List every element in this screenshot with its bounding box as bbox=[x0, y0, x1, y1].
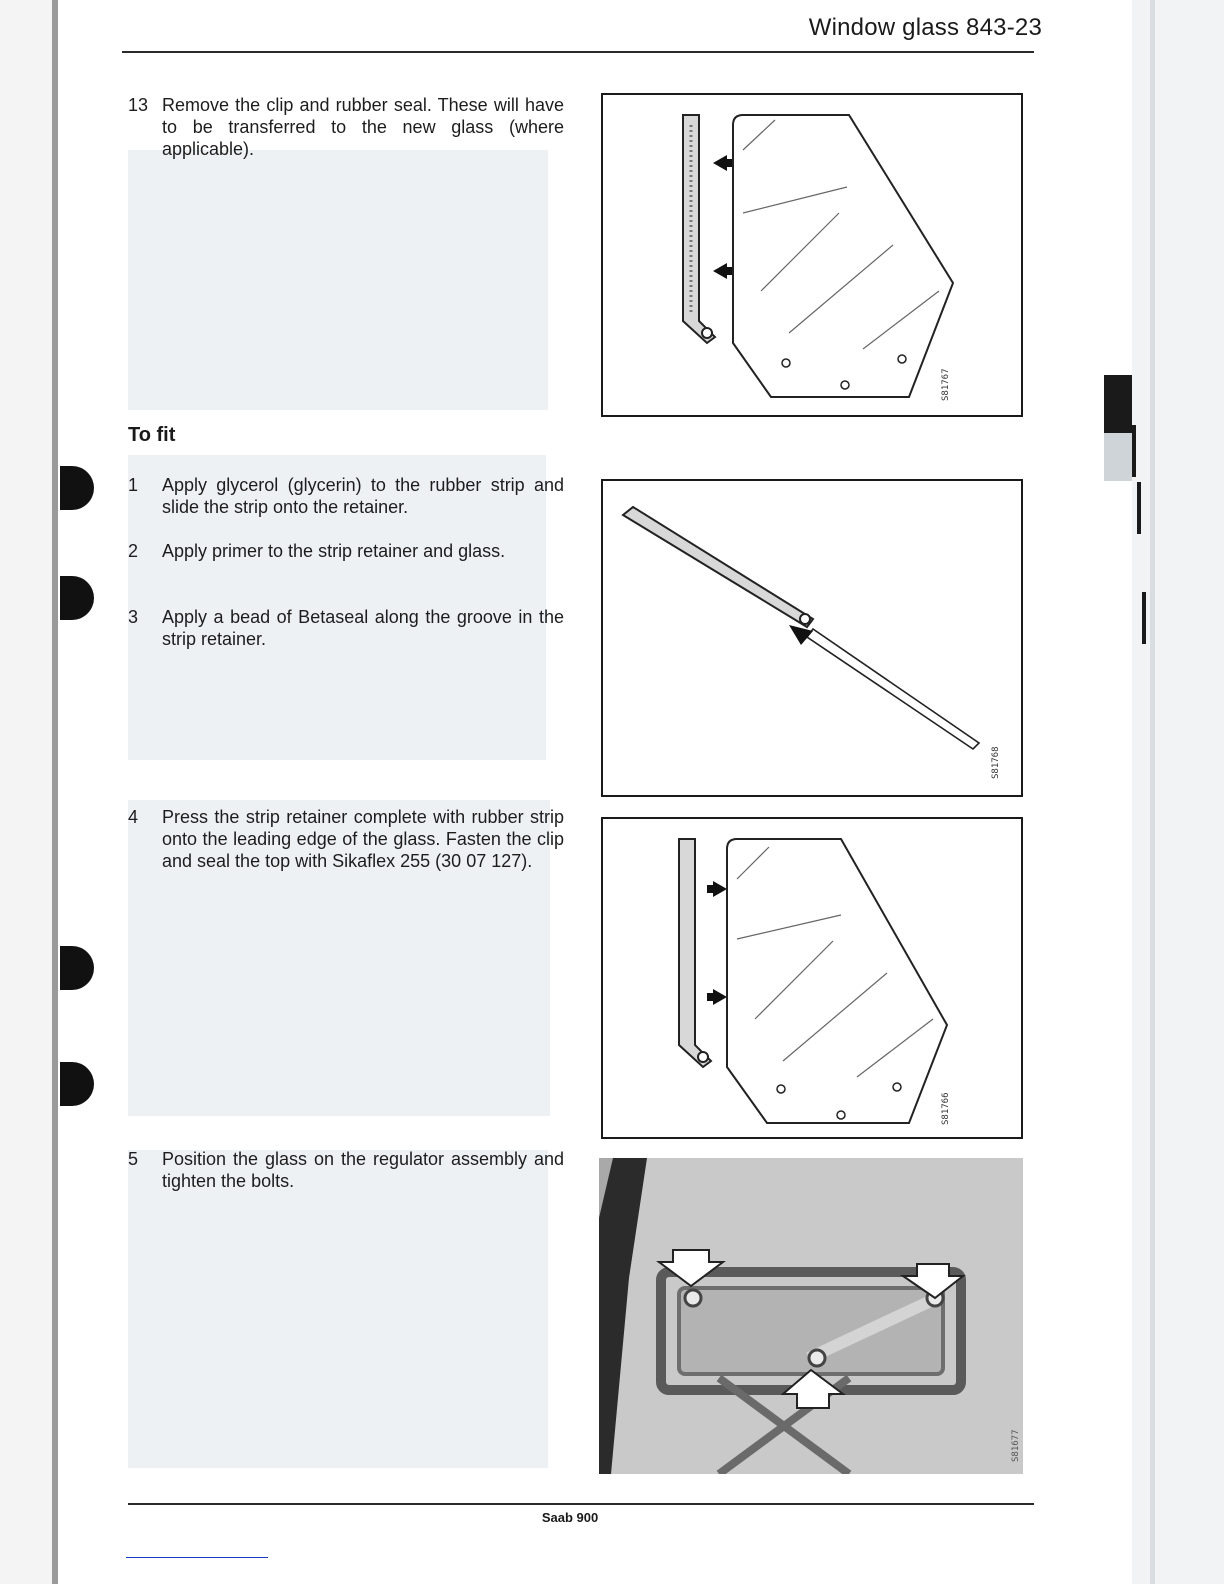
step-text: Apply primer to the strip retainer and glass. bbox=[162, 541, 506, 561]
arrow-pointer-icon bbox=[789, 625, 813, 645]
page-right-edge-shadow bbox=[1150, 0, 1155, 1584]
step-5 bbox=[128, 1148, 564, 1192]
step-number: 4 bbox=[128, 807, 139, 827]
page-left-edge bbox=[0, 0, 58, 1584]
step-number: 1 bbox=[128, 475, 139, 495]
figure-strip-retainer bbox=[601, 479, 1023, 797]
step-text: Apply a bead of Betaseal along the groove in the strip retainer. bbox=[162, 607, 564, 649]
step-number: 5 bbox=[128, 1149, 139, 1169]
tab-edge-mark bbox=[1137, 482, 1141, 534]
bottom-underline-mark bbox=[126, 1557, 268, 1558]
figure-code: S81768 bbox=[991, 746, 1001, 779]
figure-press-retainer-drawing bbox=[603, 819, 1021, 1137]
arrow-right-icon bbox=[713, 989, 727, 1005]
page-right-edge bbox=[1132, 0, 1224, 1584]
page-title: Window glass 843-23 bbox=[808, 14, 1042, 41]
figure-remove-seal-drawing bbox=[603, 95, 1021, 415]
step-text: Press the strip retainer complete with rubber strip onto the leading edge of the glass. Fasten the clip and seal the top with Sikaflex 255 (30 07 127). bbox=[162, 807, 564, 871]
tab-edge-mark bbox=[1142, 592, 1146, 644]
binder-punch-hole bbox=[60, 576, 94, 620]
binder-punch-hole bbox=[60, 1062, 94, 1106]
section-heading: To fit bbox=[128, 424, 176, 446]
step-number: 3 bbox=[128, 607, 139, 627]
figure-code: S81677 bbox=[1011, 1429, 1021, 1462]
binder-punch-hole bbox=[60, 946, 94, 990]
show-through-area bbox=[128, 1150, 548, 1468]
arrow-left-icon bbox=[713, 155, 727, 171]
footer-rule bbox=[128, 1503, 1034, 1505]
footer-model: Saab 900 bbox=[541, 1510, 599, 1525]
photo-regulator-drawing bbox=[599, 1158, 1023, 1474]
show-through-area bbox=[128, 150, 548, 410]
step-text: Apply glycerol (glycerin) to the rubber strip and slide the strip onto the retainer. bbox=[162, 475, 564, 517]
section-tab-marker-grey bbox=[1104, 433, 1132, 481]
figure-code: S81767 bbox=[941, 368, 951, 401]
tab-edge-mark bbox=[1132, 425, 1136, 477]
step-1 bbox=[128, 474, 564, 518]
step-number: 2 bbox=[128, 541, 139, 561]
header-rule bbox=[122, 51, 1034, 53]
step-13 bbox=[128, 94, 564, 160]
figure-strip-retainer-drawing bbox=[603, 481, 1021, 795]
arrow-right-icon bbox=[713, 881, 727, 897]
step-2 bbox=[128, 540, 564, 562]
section-tab-marker bbox=[1104, 375, 1132, 433]
arrow-left-icon bbox=[713, 263, 727, 279]
step-text: Remove the clip and rubber seal. These will have to be transferred to the new glass (where applicable). bbox=[162, 95, 564, 159]
step-text: Position the glass on the regulator assembly and tighten the bolts. bbox=[162, 1149, 564, 1191]
figure-remove-seal bbox=[601, 93, 1023, 417]
figure-code: S81766 bbox=[941, 1092, 951, 1125]
binder-punch-hole bbox=[60, 466, 94, 510]
step-4 bbox=[128, 806, 564, 872]
figure-press-retainer bbox=[601, 817, 1023, 1139]
photo-regulator-assembly bbox=[599, 1158, 1023, 1474]
step-number: 13 bbox=[128, 95, 149, 115]
page-left-edge-shadow bbox=[52, 0, 58, 1584]
step-3 bbox=[128, 606, 564, 650]
